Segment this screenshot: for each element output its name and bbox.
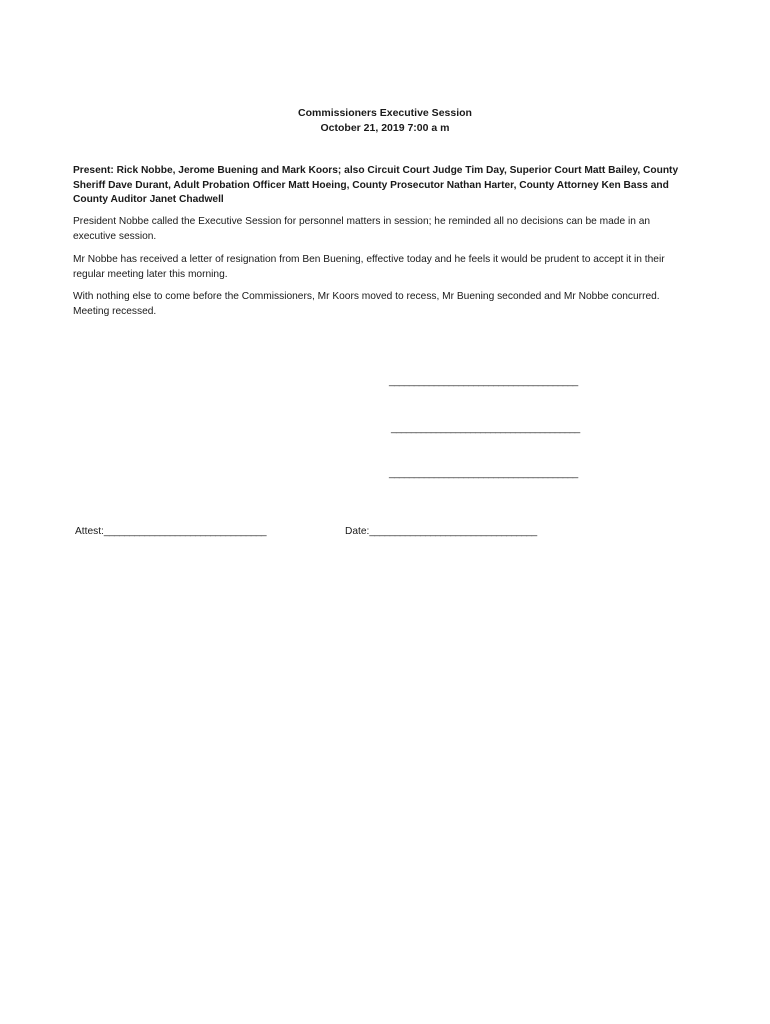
session-date: October 21, 2019 7:00 a m	[320, 122, 450, 134]
attest-blank: ________________________________	[103, 526, 266, 537]
body-paragraph-2: Mr Nobbe has received a letter of resignation from Ben Buening, effective today and he feels it would be prudent to accept it in their regular meeting later this morning.	[73, 254, 665, 280]
body-paragraph-3: With nothing else to come before the Commissioners, Mr Koors moved to recess, Mr Buening seconded and Mr Nobbe concurred. Meeting recessed.	[73, 291, 660, 317]
attest-field	[75, 525, 266, 539]
date-field	[345, 525, 537, 539]
document-title: Commissioners Executive Session	[298, 107, 472, 119]
date-label: Date:	[345, 526, 370, 537]
signature-line-3: ______________________________________	[389, 468, 578, 479]
attendees-paragraph: Present: Rick Nobbe, Jerome Buening and Mark Koors; also Circuit Court Judge Tim Day, Superior Court Matt Bailey, County Sheriff Dave Durant, Adult Probation Officer Matt Hoeing, County Prosecutor Nathan Harter, County Attorney Ken Bass and County Auditor Janet Chadwell	[73, 165, 679, 206]
signature-line-1: ______________________________________	[389, 376, 578, 387]
signature-line-2: ______________________________________	[391, 423, 580, 434]
date-blank: _________________________________	[369, 526, 537, 537]
attest-label: Attest:	[75, 526, 104, 537]
body-paragraph-1: President Nobbe called the Executive Session for personnel matters in session; he reminded all no decisions can be made in an executive session.	[73, 216, 651, 242]
